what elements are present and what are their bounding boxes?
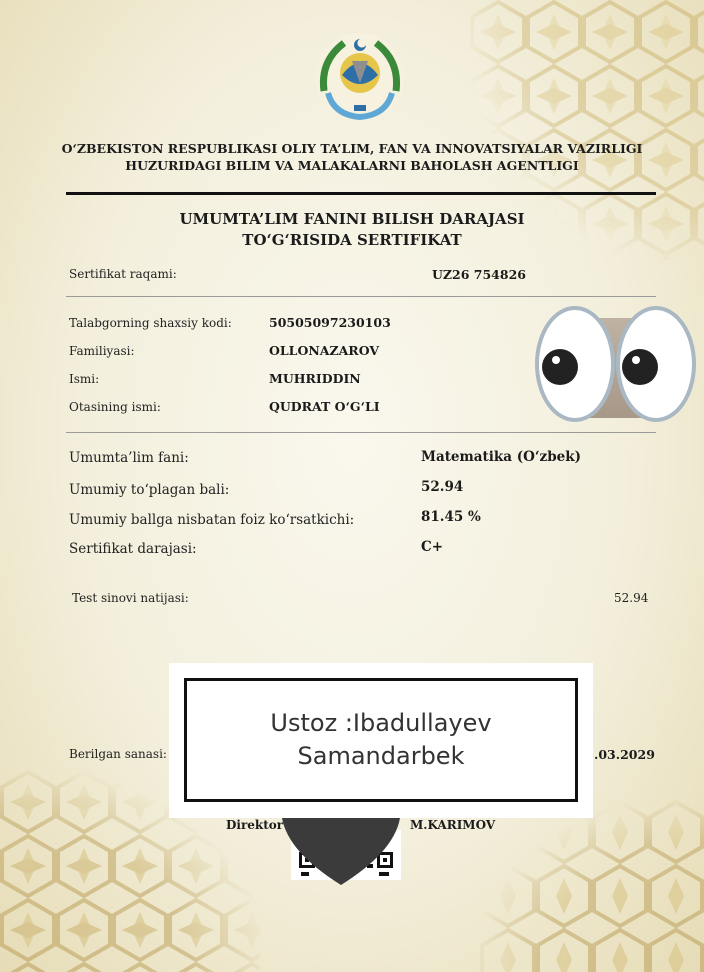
certificate-number: UZ26 754826 (432, 267, 526, 282)
patronymic-label: Otasining ismi: (69, 400, 161, 414)
corner-pattern-bottom-right (480, 800, 704, 972)
personal-code: 50505097230103 (269, 315, 391, 330)
percent-label: Umumiy ballga nisbatan foiz ko‘rsatkichi: (69, 512, 355, 528)
ministry-name-line2: HUZURIDAGI BILIM VA MALAKALARNI BAHOLASH AGENTLIGI (125, 158, 579, 173)
subject-label: Umumta’lim fani: (69, 450, 189, 466)
director-label: Direktor (226, 818, 284, 832)
teacher-name-line1: Ustoz :Ibadullayev (270, 709, 492, 737)
patronymic: QUDRAT O‘G‘LI (269, 399, 380, 414)
header-divider (66, 192, 656, 195)
level: C+ (421, 539, 444, 555)
heart-icon (282, 812, 400, 886)
teacher-name-box (184, 678, 578, 802)
surname: OLLONAZAROV (269, 343, 380, 358)
first-name: MUHRIDDIN (269, 371, 361, 386)
test-result-value: 52.94 (614, 591, 649, 605)
total-score-label: Umumiy to‘plagan bali: (69, 482, 230, 498)
personal-code-label: Talabgorning shaxsiy kodi: (69, 316, 232, 330)
ministry-name-line1: O‘ZBEKISTON RESPUBLIKASI OLIY TA’LIM, FAN VA INNOVATSIYALAR VAZIRLIGI (61, 141, 643, 156)
surname-label: Familiyasi: (69, 344, 135, 358)
certificate-title-line2: TO‘G‘RISIDA SERTIFIKAT (242, 231, 462, 249)
issue-date-label: Berilgan sanasi: (69, 747, 167, 761)
director-name: M.KARIMOV (410, 818, 496, 832)
emblem-icon (314, 31, 406, 123)
teacher-name-line2: Samandarbek (297, 742, 465, 770)
first-name-label: Ismi: (69, 372, 100, 386)
level-label: Sertifikat darajasi: (69, 541, 197, 557)
subject: Matematika (O‘zbek) (421, 449, 581, 465)
divider (66, 432, 656, 433)
valid-until-date: .03.2029 (594, 747, 655, 762)
divider (66, 296, 656, 297)
total-score: 52.94 (421, 479, 464, 495)
percent: 81.45 % (421, 509, 481, 525)
googly-eyes-icon (534, 304, 698, 426)
test-result-label: Test sinovi natijasi: (72, 591, 189, 605)
certificate-number-label: Sertifikat raqami: (69, 267, 177, 281)
certificate-title-line1: UMUMTA’LIM FANINI BILISH DARAJASI (179, 210, 525, 228)
